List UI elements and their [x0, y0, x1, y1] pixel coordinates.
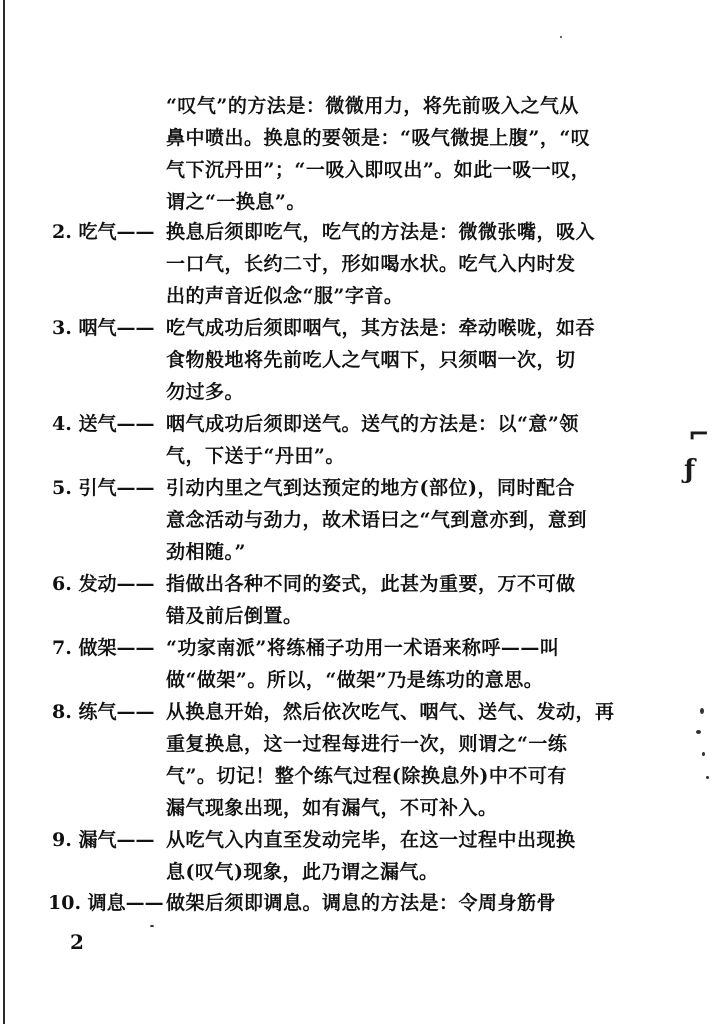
scan-artifact-mark: ⌐ — [688, 420, 710, 450]
scan-speck — [706, 776, 709, 779]
page-edge-rule — [3, 0, 5, 1024]
scan-speck — [702, 752, 705, 756]
item-9-line-2: 息(叹气)现象，此乃谓之漏气。 — [166, 861, 439, 883]
item-3-line-2: 食物般地将先前吃人之气咽下，只须咽一次，切 — [166, 349, 576, 371]
item-8-line-3: 气”。切记！整个练气过程(除换息外)中不可有 — [166, 765, 567, 787]
scan-artifact-mark: ƒ — [684, 455, 696, 485]
item-4-line-1: 咽气成功后须即送气。送气的方法是：以“意”领 — [166, 413, 579, 435]
scan-speck — [150, 925, 154, 927]
item-10-heading: 10. 调息—— — [48, 892, 164, 914]
item-8-line-2: 重复换息，这一过程每进行一次，则谓之“一练 — [166, 733, 568, 755]
item-2-line-3: 出的声音近似念“服”字音。 — [166, 285, 404, 307]
item-6-heading: 6. 发动—— — [52, 573, 155, 595]
intro-line-3: 气下沉丹田”；“一吸入即叹出”。如此一吸一叹， — [166, 159, 591, 181]
item-7-heading: 7. 做架—— — [52, 637, 155, 659]
item-5-line-3: 劲相随。” — [166, 541, 246, 563]
intro-line-4: 谓之“一换息”。 — [166, 191, 306, 213]
item-8-line-4: 漏气现象出现，如有漏气，不可补入。 — [166, 797, 498, 819]
item-8-line-1: 从换息开始，然后依次吃气、咽气、送气、发动，再 — [166, 701, 615, 723]
item-3-line-3: 勿过多。 — [166, 381, 245, 403]
scan-speck — [696, 730, 701, 734]
item-7-line-2: 做“做架”。所以，“做架”乃是练功的意思。 — [166, 669, 544, 691]
item-5-heading: 5. 引气—— — [52, 477, 155, 499]
intro-line-2: 鼻中喷出。换息的要领是：“吸气微提上腹”，“叹 — [166, 127, 591, 149]
item-4-heading: 4. 送气—— — [52, 413, 155, 435]
item-5-line-1: 引动内里之气到达预定的地方(部位)，同时配合 — [166, 477, 575, 499]
item-5-line-2: 意念活动与劲力，故术语曰之“气到意亦到，意到 — [166, 509, 587, 531]
item-3-line-1: 吃气成功后须即咽气，其方法是：牵动喉咙，如吞 — [166, 317, 596, 339]
page-number: 2 — [70, 930, 84, 954]
item-2-line-1: 换息后须即吃气，吃气的方法是：微微张嘴，吸入 — [166, 221, 596, 243]
item-2-heading: 2. 吃气—— — [52, 221, 155, 243]
item-9-line-1: 从吃气入内直至发动完毕，在这一过程中出现换 — [166, 829, 576, 851]
scan-speck — [560, 36, 562, 38]
item-8-heading: 8. 练气—— — [52, 701, 155, 723]
item-6-line-2: 错及前后倒置。 — [166, 605, 303, 627]
item-10-line-1: 做架后须即调息。调息的方法是：令周身筋骨 — [166, 892, 557, 914]
item-7-line-1: “功家南派”将练桶子功用一术语来称呼——叫 — [166, 637, 560, 659]
item-2-line-2: 一口气，长约二寸，形如喝水状。吃气入内时发 — [166, 253, 576, 275]
item-4-line-2: 气，下送于“丹田”。 — [166, 445, 345, 467]
item-6-line-1: 指做出各种不同的姿式，此甚为重要，万不可做 — [166, 573, 576, 595]
intro-line-1: “叹气”的方法是：微微用力，将先前吸入之气从 — [166, 95, 579, 117]
item-9-heading: 9. 漏气—— — [52, 829, 155, 851]
item-3-heading: 3. 咽气—— — [52, 317, 155, 339]
scan-speck — [700, 708, 704, 714]
